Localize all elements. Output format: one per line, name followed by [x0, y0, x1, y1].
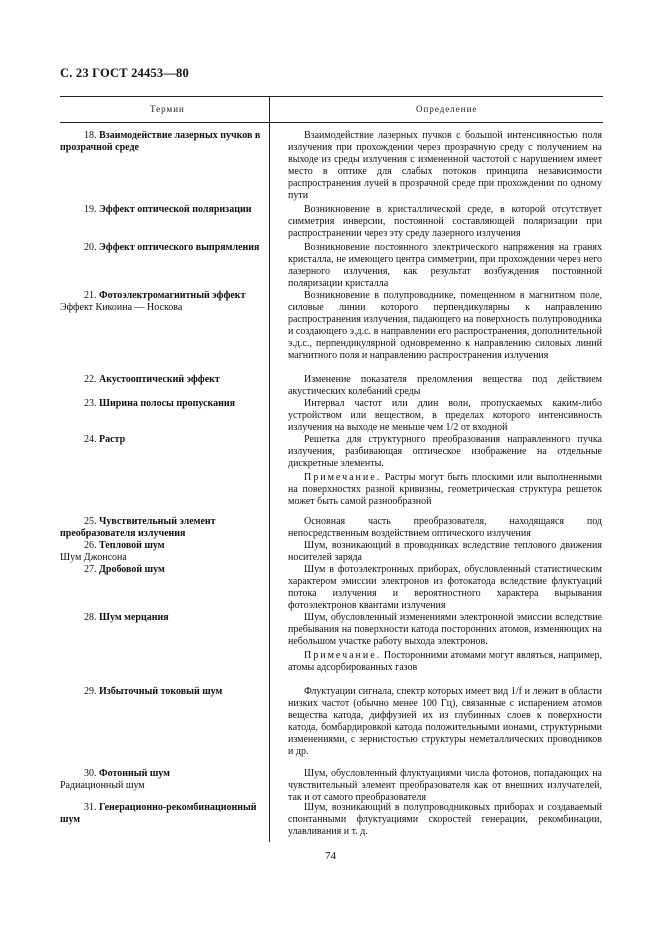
- term-number: 29.: [84, 686, 99, 697]
- term-name: Фотонный шум: [99, 768, 170, 779]
- definition-text: Основная часть преобразователя, находящаяся под непосредственным воздействием оптического излучения: [288, 516, 602, 539]
- definition-text: Шум в фотоэлектронных приборах, обусловленный статистическим характером эмиссии электронов из фотокатода вследствие флуктуаций потока излучения и вероятностного характера вырывания фотоэлектронов квантами излучения: [288, 564, 602, 611]
- definition-cell: [288, 204, 602, 240]
- term-number: 21.: [84, 290, 99, 301]
- term-name: Шум мерцания: [99, 612, 169, 623]
- term-cell: [60, 130, 266, 154]
- term-number: 30.: [84, 768, 99, 779]
- term-name: Взаимодействие лазерных пучков в прозрачной среде: [60, 130, 261, 153]
- definition-cell: [288, 686, 602, 758]
- term-name: Эффект оптической поляризации: [99, 204, 252, 215]
- term-name: Дробовой шум: [99, 564, 165, 575]
- note-text: Посторонними атомами могут являться, например, атомы адсорбированных газов: [288, 650, 602, 673]
- definition-cell: [288, 398, 602, 434]
- definition-text: Интервал частот или длин волн, пропускаемых каким-либо устройством или веществом, в пределах которого интенсивность излучения на выходе не меньше чем 1/2 от входной: [288, 398, 602, 433]
- definition-text: Шум, возникающий в проводниках вследствие теплового движения носителей заряда: [288, 540, 602, 563]
- definition-cell: [288, 516, 602, 540]
- term-cell: [60, 516, 266, 540]
- term-name: Растр: [99, 434, 126, 445]
- term-cell: [60, 686, 266, 698]
- term-number: 20.: [84, 242, 99, 253]
- definition-text: Возникновение в кристаллической среде, в которой отсутствует симметрия инверсии, постоянной составляющей поляризации при распространении через эту среду лазерного излучения: [288, 204, 602, 239]
- definition-cell: [288, 434, 602, 508]
- term-number: 27.: [84, 564, 99, 575]
- definition-text: Изменение показателя преломления вещества под действием акустических колебаний среды: [288, 374, 602, 397]
- term-cell: [60, 434, 266, 446]
- term-cell: [60, 398, 266, 410]
- definition-note: [288, 650, 602, 674]
- table-header-rule: [60, 122, 603, 123]
- note-text: Растры могут быть плоскими или выполненными на поверхностях разной кривизны, геометрическая структура решеток может быть самой разнообразной: [288, 472, 602, 507]
- term-name: Акустооптический эффект: [99, 374, 220, 385]
- term-name: Фотоэлектромагнитный эффект: [99, 290, 246, 301]
- term-cell: [60, 204, 266, 216]
- term-cell: [60, 374, 266, 386]
- term-number: 26.: [84, 540, 99, 551]
- term-synonym: Радиационный шум: [60, 780, 145, 791]
- definition-text: Шум, обусловленный флуктуациями числа фотонов, попадающих на чувствительный элемент преобразователя как от внешних излучателей, так и от самого преобразователя: [288, 768, 602, 803]
- term-name: Тепловой шум: [99, 540, 165, 551]
- term-synonym: Шум Джонсона: [60, 552, 127, 563]
- term-cell: [60, 768, 266, 792]
- page-number: 74: [325, 850, 336, 862]
- column-header-term: Термин: [150, 104, 185, 114]
- definition-text: Возникновение постоянного электрического напряжения на гранях кристалла, не имеющего центра симметрии, при прохождении через него лазерного излучения, как результат возбуждения постоянной поляризации кристалла: [288, 242, 602, 289]
- term-name: Ширина полосы пропускания: [99, 398, 236, 409]
- definition-text: Взаимодействие лазерных пучков с большой интенсивностью поля излучения при прохождении через прозрачную среду с получением на выходе из среды излучения с измененной частотой с нарушением имеет место в оптике для слабых потоков принципа независимости распространения лучей в прозрачной среде при прохождении по одному пути: [288, 130, 602, 201]
- definition-cell: [288, 768, 602, 804]
- term-cell: [60, 540, 266, 564]
- definition-cell: [288, 374, 602, 398]
- term-cell: [60, 290, 266, 314]
- term-cell: [60, 242, 266, 254]
- term-number: 31.: [84, 802, 99, 813]
- note-label: Примечание.: [304, 650, 382, 661]
- definition-cell: [288, 242, 602, 290]
- term-number: 28.: [84, 612, 99, 623]
- term-synonym: Эффект Кикоина — Носкова: [60, 302, 183, 313]
- definition-cell: [288, 290, 602, 362]
- term-name: Генерационно-рекомбинационный шум: [60, 802, 257, 825]
- definition-cell: [288, 540, 602, 564]
- term-name: Избыточный токовый шум: [99, 686, 223, 697]
- term-number: 25.: [84, 516, 99, 527]
- term-cell: [60, 612, 266, 624]
- term-number: 18.: [84, 130, 99, 141]
- term-name: Чувствительный элемент преобразователя излучения: [60, 516, 216, 539]
- definition-text: Решетка для структурного преобразования направленного пучка излучения, разбивающая оптическое изображение на отдельные дискретные элементы.: [288, 434, 602, 469]
- note-label: Примечание.: [304, 472, 382, 483]
- term-number: 19.: [84, 204, 99, 215]
- term-number: 24.: [84, 434, 99, 445]
- definition-cell: [288, 564, 602, 612]
- page-header: С. 23 ГОСТ 24453—80: [60, 66, 189, 80]
- term-number: 23.: [84, 398, 99, 409]
- term-number: 22.: [84, 374, 99, 385]
- definition-text: Возникновение в полупроводнике, помещенном в магнитном поле, силовые линии которого перпендикулярны к направлению распространения излучения, падающего на поверхность полупроводника и создающего э.д.с. в направлении его распространения, дополнительной э.д.с., перпендикулярной одновременно к направлению силовых линий магнитного поля и направлению распространения излучения: [288, 290, 602, 361]
- definition-note: [288, 472, 602, 508]
- definition-cell: [288, 802, 602, 838]
- term-cell: [60, 802, 266, 826]
- table-top-rule: [60, 96, 603, 97]
- column-header-definition: Определение: [416, 104, 478, 114]
- term-cell: [60, 564, 266, 576]
- definition-cell: [288, 612, 602, 674]
- definition-cell: [288, 130, 602, 202]
- definition-text: Флуктуации сигнала, спектр которых имеет вид 1/f и лежит в области низких частот (обычно менее 100 Гц), связанные с испарением атомов вещества катода, диффузией их из глубинных слоев к поверхности катода, бомбардировкой катода положительными ионами, структурными изменениями, с зернистостью структуры неметаллических проводников и др.: [288, 686, 602, 757]
- term-name: Эффект оптического выпрямления: [99, 242, 260, 253]
- definition-text: Шум, обусловленный изменениями электронной эмиссии вследствие пребывания на поверхности катода посторонних атомов, изменяющих на небольшом участке работу выхода электронов.: [288, 612, 602, 647]
- definition-text: Шум, возникающий в полупроводниковых приборах и создаваемый спонтанными флуктуациями скоростей генерации, рекомбинации, улавливания и т. д.: [288, 802, 602, 837]
- column-divider: [269, 96, 270, 842]
